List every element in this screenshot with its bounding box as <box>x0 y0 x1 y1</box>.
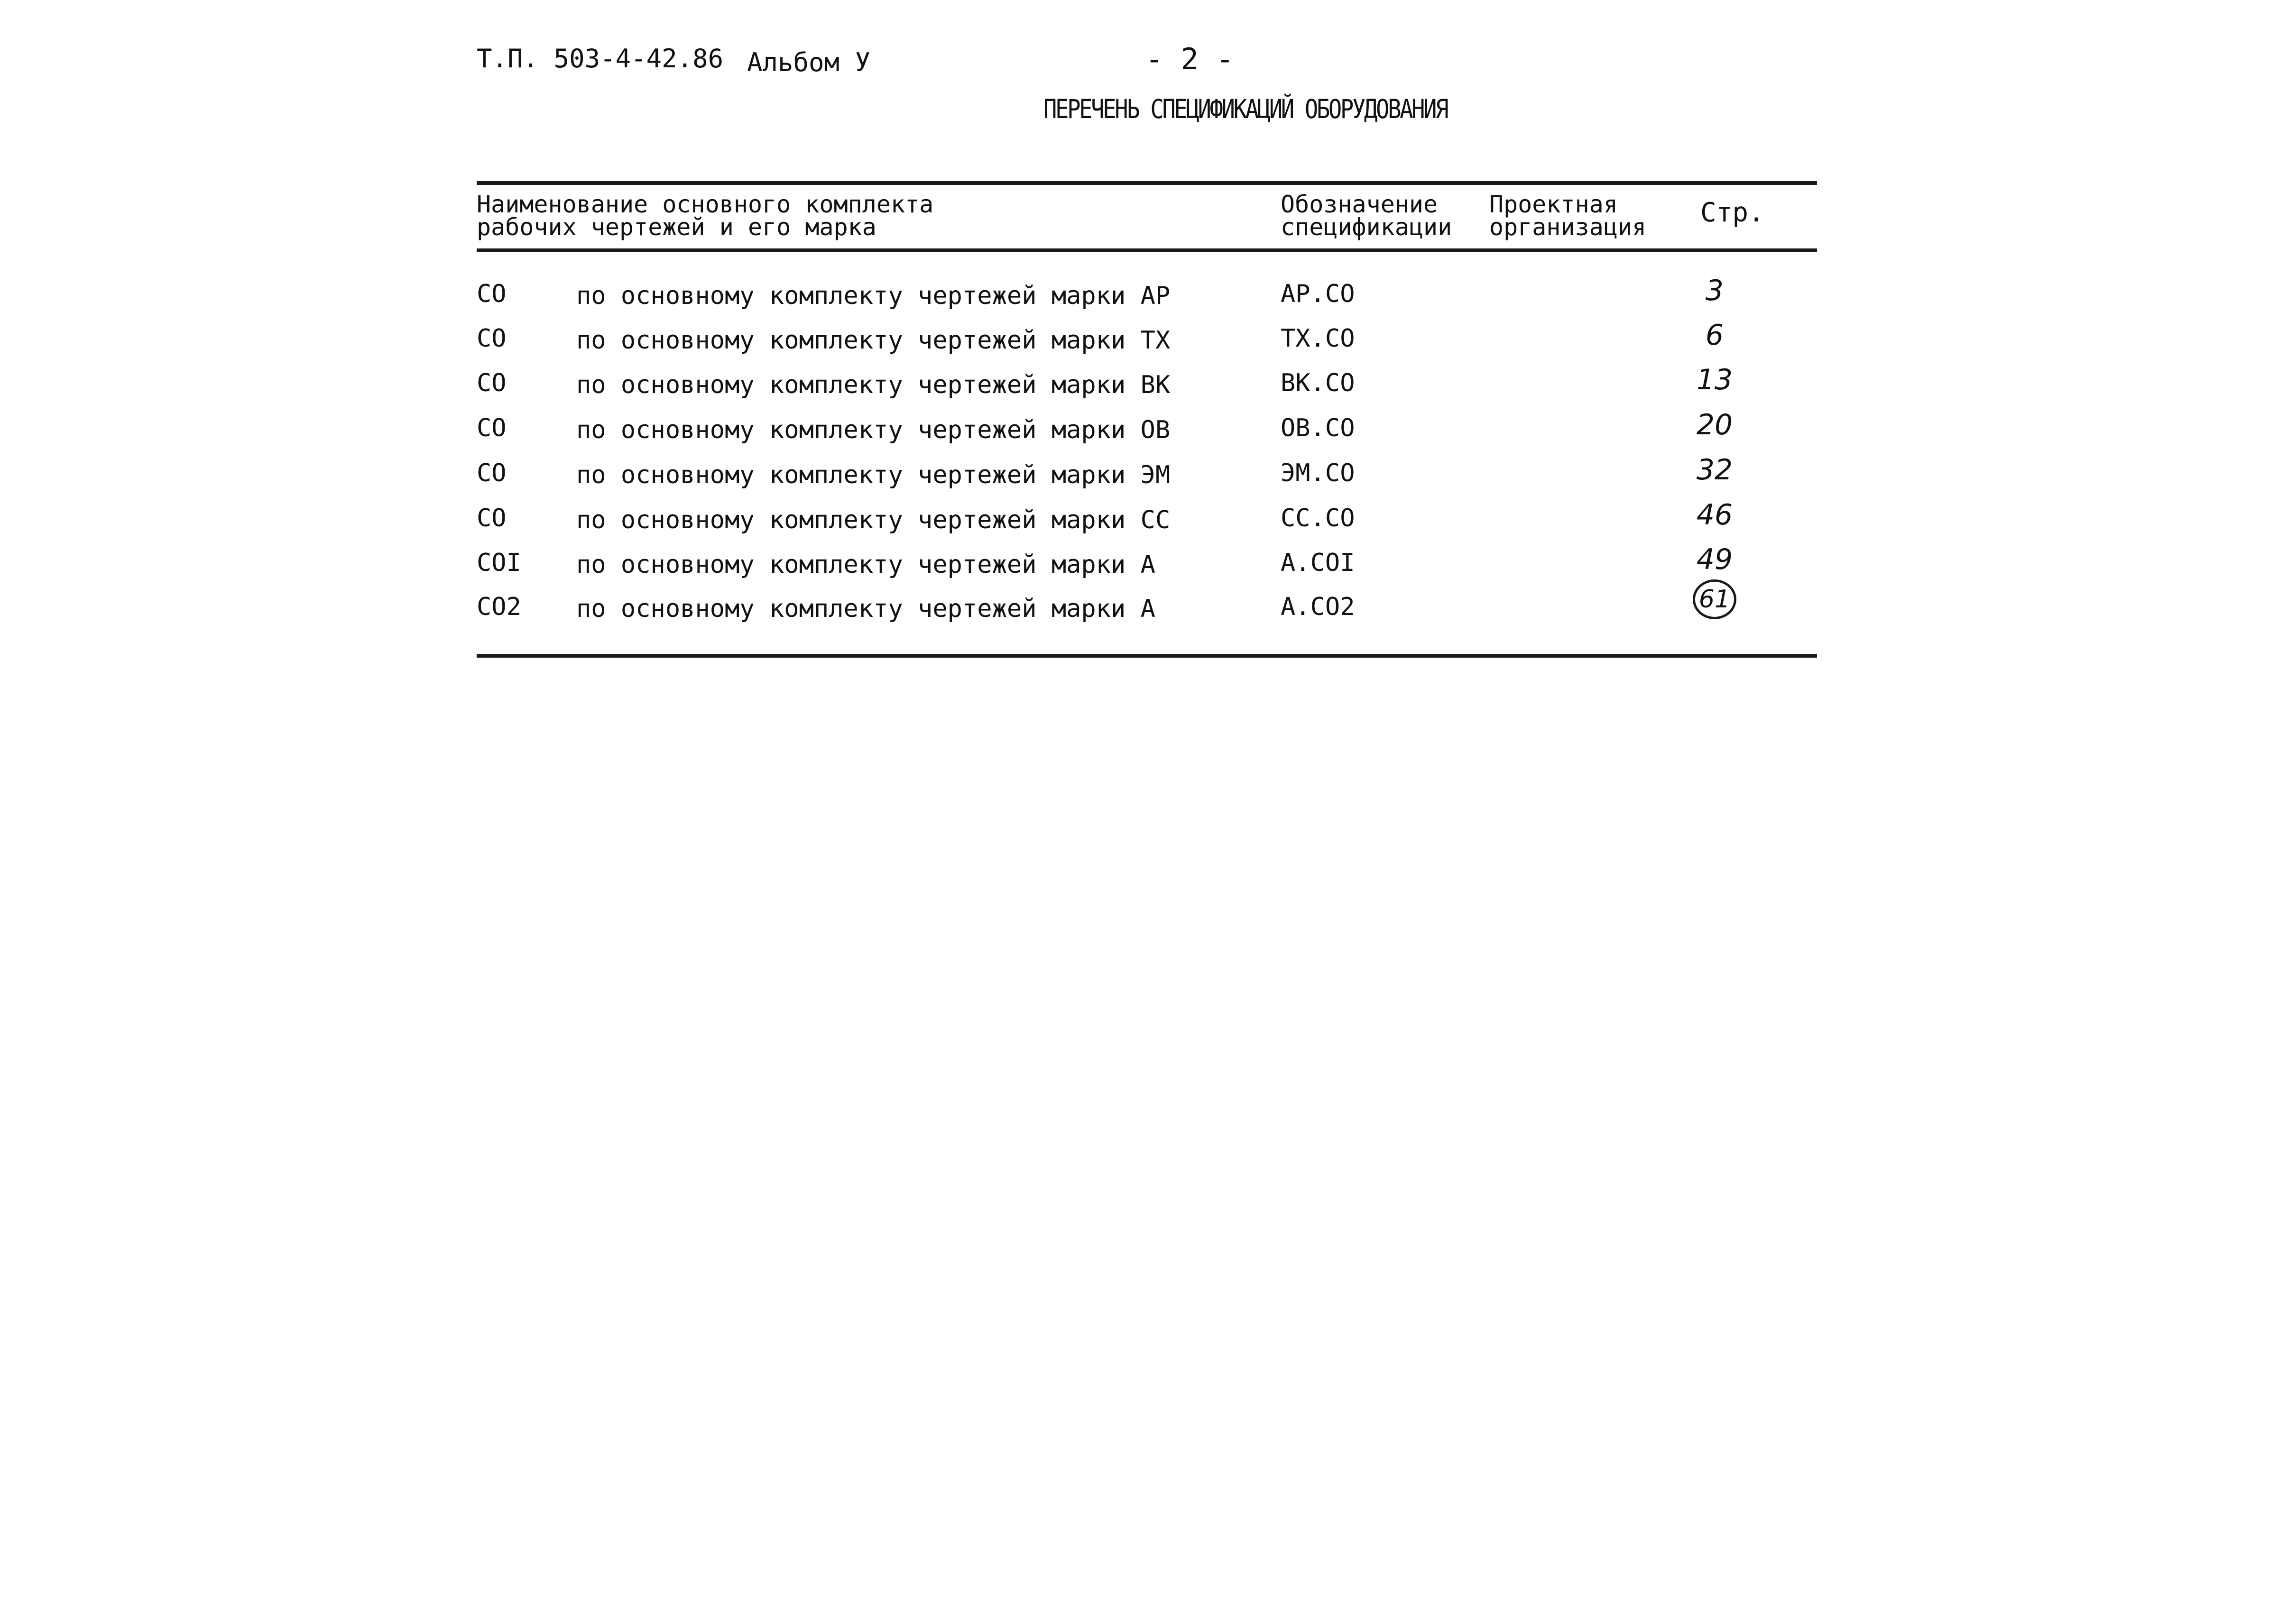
column-header-spec-line1: Обозначение <box>1281 191 1438 218</box>
row-code: СО2 <box>477 593 521 621</box>
row-description: по основному комплекту чертежей марки ВК <box>576 371 1171 399</box>
column-header-name-line1: Наименование основного комплекта <box>477 191 934 218</box>
row-description: по основному комплекту чертежей марки ОВ <box>576 416 1171 444</box>
table-row <box>0 274 2269 322</box>
table-row <box>0 363 2269 412</box>
row-page: 49 <box>1696 543 1733 576</box>
row-description: по основному комплекту чертежей марки АР <box>576 282 1171 310</box>
document-title: ПЕРЕЧЕНЬ СПЕЦИФИКАЦИЙ ОБОРУДОВАНИЯ <box>1043 94 1448 124</box>
table-top-rule <box>477 181 1817 185</box>
row-code: СО <box>477 414 507 442</box>
row-page: 13 <box>1696 363 1733 396</box>
row-spec: СС.СО <box>1281 504 1355 532</box>
table-row <box>0 408 2269 457</box>
row-spec: ВК.СО <box>1281 369 1355 397</box>
table-header-rule <box>477 248 1817 252</box>
column-header-name-line2: рабочих чертежей и его марка <box>477 213 876 241</box>
row-page: 3 <box>1705 274 1724 307</box>
row-spec: ТХ.СО <box>1281 324 1355 353</box>
row-page: 6 <box>1705 319 1724 352</box>
circled-page-number: 61 <box>1693 579 1736 619</box>
table-row <box>0 543 2269 591</box>
row-description: по основному комплекту чертежей марки ТХ <box>576 326 1171 355</box>
column-header-org <box>1489 193 1646 239</box>
column-header-org-line1: Проектная <box>1489 191 1618 218</box>
row-spec: ОВ.СО <box>1281 414 1355 442</box>
page-number: - 2 - <box>1145 42 1234 76</box>
row-spec: А.СОI <box>1281 549 1355 577</box>
column-header-spec-line2: спецификации <box>1281 213 1452 241</box>
column-header-page: Стр. <box>1700 197 1764 228</box>
row-code: СО <box>477 324 507 353</box>
row-page: 46 <box>1696 498 1733 532</box>
row-spec: ЭМ.СО <box>1281 459 1355 487</box>
row-page: 32 <box>1696 453 1733 486</box>
table-row <box>0 498 2269 547</box>
document-code: Т.П. 503-4-42.86 <box>477 44 724 73</box>
row-description: по основному комплекту чертежей марки А <box>576 595 1155 623</box>
row-code: СОI <box>477 549 521 577</box>
column-header-spec <box>1281 193 1452 239</box>
row-code: СО <box>477 280 507 308</box>
row-description: по основному комплекту чертежей марки ЭМ <box>576 461 1171 489</box>
row-code: СО <box>477 504 507 532</box>
row-spec: А.СО2 <box>1281 593 1355 621</box>
row-description: по основному комплекту чертежей марки СС <box>576 506 1171 534</box>
row-description: по основному комплекту чертежей марки А <box>576 551 1155 579</box>
row-page-circled <box>1688 579 1741 619</box>
column-header-org-line2: организация <box>1489 213 1647 241</box>
row-page: 20 <box>1696 408 1733 441</box>
column-header-name <box>477 193 933 239</box>
row-spec: АР.СО <box>1281 280 1355 308</box>
row-code: СО <box>477 459 507 487</box>
album-label: Альбом У <box>747 47 871 77</box>
table-bottom-rule <box>477 654 1817 658</box>
table-row <box>0 585 2269 635</box>
row-code: СО <box>477 369 507 397</box>
table-row <box>0 453 2269 502</box>
table-row <box>0 319 2269 367</box>
